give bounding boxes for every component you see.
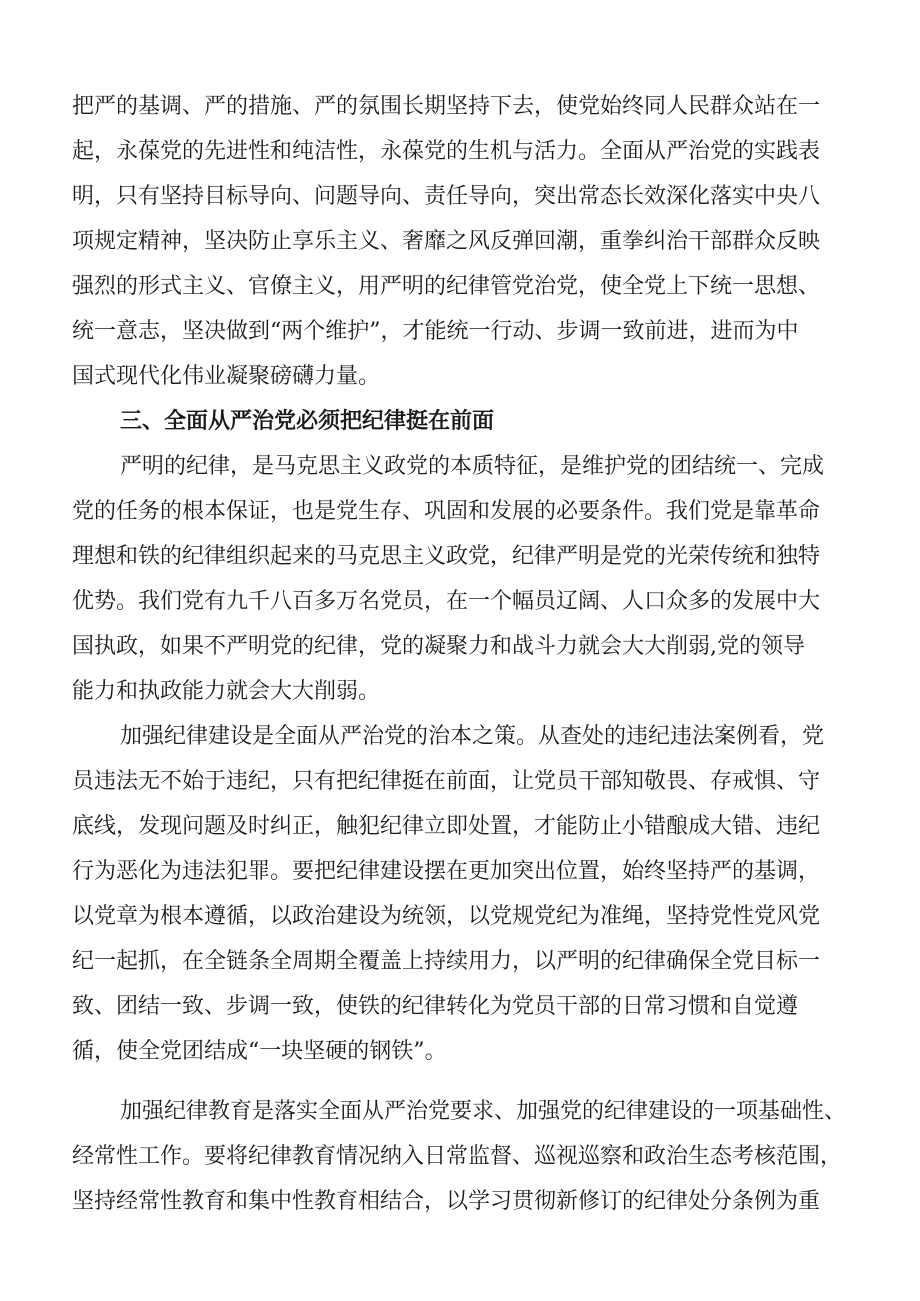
text-line: 理想和铁的纪律组织起来的马克思主义政党，纪律严明是党的光荣传统和独特 <box>72 544 821 569</box>
text-line: 员违法无不始于违纪，只有把纪律挺在前面，让党员干部知敬畏、存戒惧、守 <box>72 769 821 794</box>
text-line: 纪一起抓，在全链条全周期全覆盖上持续用力，以严明的纪律确保全党目标一 <box>72 949 821 974</box>
text-line: 优势。我们党有九千八百多万名党员，在一个幅员辽阔、人口众多的发展中大 <box>72 589 821 614</box>
text-line: 统一意志，坚决做到“两个维护”，才能统一行动、步调一致前进，进而为中 <box>72 319 799 344</box>
text-line: 坚持经常性教育和集中性教育相结合，以学习贯彻新修订的纪律处分条例为重 <box>72 1189 821 1214</box>
text-line: 国执政，如果不严明党的纪律，党的凝聚力和战斗力就会大大削弱,党的领导 <box>72 634 805 659</box>
text-line: 明，只有坚持目标导向、问题导向、责任导向，突出常态长效深化落实中央八 <box>72 184 821 209</box>
text-line: 起，永葆党的先进性和纯洁性，永葆党的生机与活力。全面从严治党的实践表 <box>72 139 821 164</box>
text-line: 强烈的形式主义、官僚主义，用严明的纪律管党治党，使全党上下统一思想、 <box>72 274 821 299</box>
text-line: 循，使全党团结成“一块坚硬的钢铁”。 <box>72 1039 447 1064</box>
text-line: 加强纪律建设是全面从严治党的治本之策。从查处的违纪违法案例看，党 <box>120 724 825 749</box>
text-line: 把严的基调、严的措施、严的氛围长期坚持下去，使党始终同人民群众站在一 <box>72 94 821 119</box>
text-line: 行为恶化为违法犯罪。要把纪律建设摆在更加突出位置，始终坚持严的基调， <box>72 859 821 884</box>
text-line: 加强纪律教育是落实全面从严治党要求、加强党的纪律建设的一项基础性、 <box>120 1099 847 1124</box>
text-line: 底线，发现问题及时纠正，触犯纪律立即处置，才能防止小错酿成大错、违纪 <box>72 814 821 839</box>
section-heading: 三、全面从严治党必须把纪律挺在前面 <box>120 409 495 434</box>
text-line: 项规定精神，坚决防止享乐主义、奢靡之风反弹回潮，重拳纠治干部群众反映 <box>72 229 821 254</box>
text-line: 严明的纪律，是马克思主义政党的本质特征，是维护党的团结统一、完成 <box>120 454 825 479</box>
text-line: 以党章为根本遵循，以政治建设为统领，以党规党纪为准绳，坚持党性党风党 <box>72 904 821 929</box>
text-line: 经常性工作。要将纪律教育情况纳入日常监督、巡视巡察和政治生态考核范围， <box>72 1144 843 1169</box>
text-line: 能力和执政能力就会大大削弱。 <box>72 679 381 704</box>
text-line: 国式现代化伟业凝聚磅礴力量。 <box>72 364 381 389</box>
text-line: 党的任务的根本保证，也是党生存、巩固和发展的必要条件。我们党是靠革命 <box>72 499 821 524</box>
text-line: 致、团结一致、步调一致，使铁的纪律转化为党员干部的日常习惯和自觉遵 <box>72 994 799 1019</box>
